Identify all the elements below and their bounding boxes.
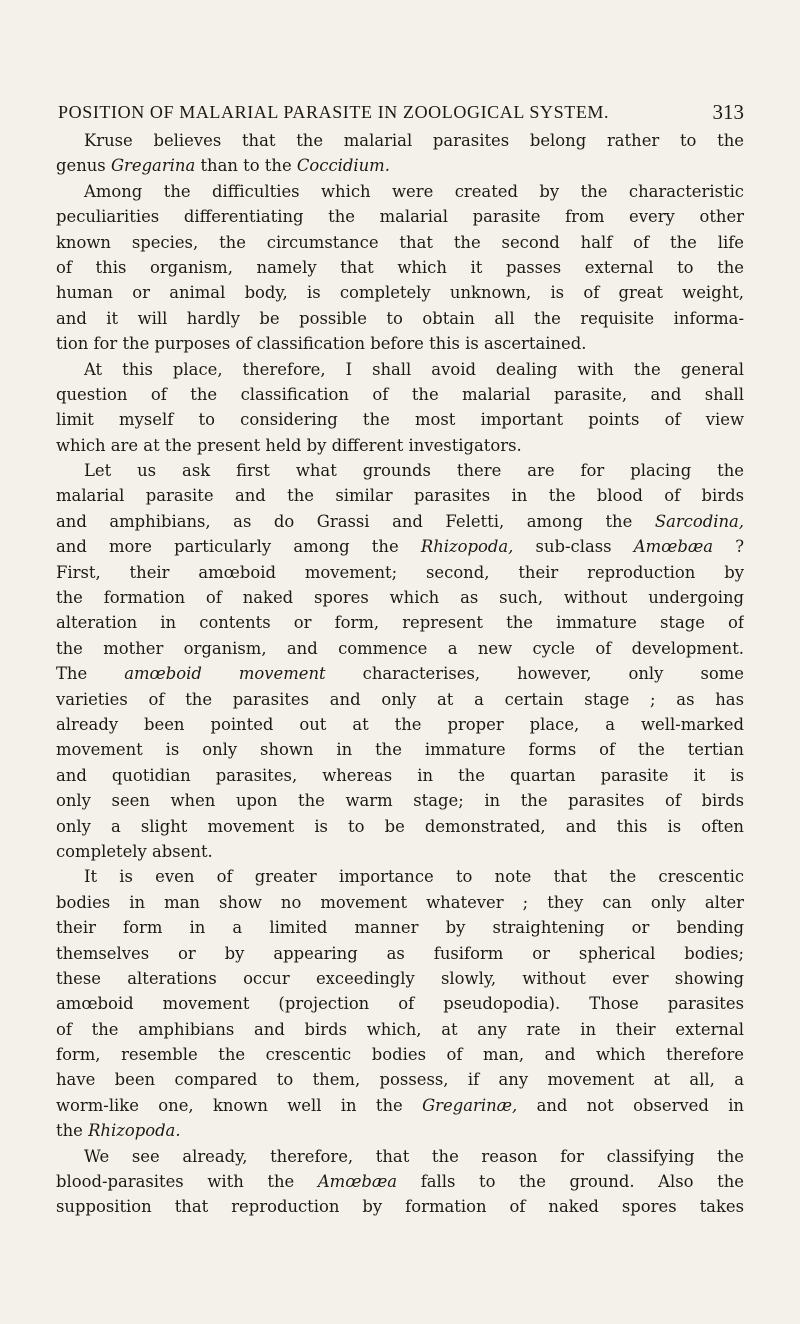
text-line bbox=[56, 1144, 744, 1169]
text-segment: and amphibians, as do Grassi and Feletti, among the bbox=[56, 511, 655, 531]
italic-term: Amœbæa bbox=[317, 1172, 398, 1192]
text-line bbox=[56, 458, 744, 483]
text-line bbox=[56, 255, 744, 280]
italic-term: Sarcodina, bbox=[654, 511, 744, 531]
text-line bbox=[56, 483, 744, 508]
text-line bbox=[56, 712, 744, 737]
text-segment: The bbox=[56, 664, 125, 684]
text-segment: ? bbox=[713, 537, 744, 557]
text-segment: bodies in man show no movement whatever ; they can only alter bbox=[56, 892, 744, 912]
text-segment: falls to the ground. Also the bbox=[397, 1172, 744, 1192]
italic-term: Gregarina bbox=[110, 156, 196, 176]
text-segment: the mother organism, and commence a new cycle of development. bbox=[56, 638, 744, 658]
text-segment: worm-like one, known well in the bbox=[56, 1095, 423, 1115]
text-line bbox=[56, 1169, 744, 1194]
running-title: POSITION OF MALARIAL PARASITE IN ZOOLOGICAL SYSTEM. bbox=[58, 102, 610, 122]
text-segment: the formation of naked spores which as such, without undergoing bbox=[56, 588, 744, 608]
text-segment: only a slight movement is to be demonstrated, and this is often bbox=[56, 816, 744, 836]
text-segment: Among the difficulties which were created by the characteristic bbox=[84, 181, 744, 201]
text-segment: alteration in contents or form, represent the immature stage of bbox=[56, 613, 744, 633]
text-segment: peculiarities differentiating the malarial parasite from every other bbox=[56, 207, 744, 227]
text-segment: the bbox=[56, 1121, 89, 1141]
text-segment: movement is only shown in the immature forms of the tertian bbox=[56, 740, 744, 760]
text-line bbox=[56, 357, 744, 382]
italic-term: Gregarinæ, bbox=[422, 1095, 518, 1115]
text-line bbox=[56, 204, 744, 229]
italic-term: Coccidium. bbox=[296, 156, 390, 176]
text-line bbox=[56, 407, 744, 432]
text-line bbox=[56, 788, 744, 813]
text-segment: human or animal body, is completely unknown, is of great weight, bbox=[56, 283, 744, 303]
italic-term: Rhizopoda, bbox=[420, 537, 514, 557]
text-line bbox=[56, 433, 744, 458]
page-number: 313 bbox=[712, 100, 744, 124]
text-segment: question of the classification of the malarial parasite, and shall bbox=[56, 384, 744, 404]
text-line bbox=[56, 128, 744, 153]
text-line bbox=[56, 1017, 744, 1042]
text-segment: these alterations occur exceedingly slowly, without ever showing bbox=[56, 968, 744, 988]
text-segment: We see already, therefore, that the reason for classifying the bbox=[84, 1146, 744, 1166]
text-segment: known species, the circumstance that the second half of the life bbox=[56, 232, 744, 252]
text-line bbox=[56, 560, 744, 585]
text-segment: supposition that reproduction by formation of naked spores takes bbox=[56, 1197, 744, 1217]
text-line bbox=[56, 941, 744, 966]
text-segment: sub-class bbox=[513, 537, 634, 557]
text-segment: At this place, therefore, I shall avoid dealing with the general bbox=[84, 359, 744, 379]
text-segment: their form in a limited manner by straightening or bending bbox=[56, 918, 744, 938]
text-line bbox=[56, 890, 744, 915]
text-line bbox=[56, 636, 744, 661]
text-segment: themselves or by appearing as fusiform or spherical bodies; bbox=[56, 943, 744, 963]
text-segment: completely absent. bbox=[56, 841, 213, 861]
text-segment: of the amphibians and birds which, at any rate in their external bbox=[56, 1019, 744, 1039]
italic-term: Rhizopoda. bbox=[88, 1121, 181, 1141]
italic-term: amœboid movement bbox=[124, 664, 326, 684]
text-line bbox=[56, 534, 744, 559]
text-line bbox=[56, 1118, 744, 1143]
text-segment: First, their amœboid movement; second, their reproduction by bbox=[56, 562, 744, 582]
text-segment: genus bbox=[56, 156, 111, 176]
text-line bbox=[56, 382, 744, 407]
text-line bbox=[56, 306, 744, 331]
text-line bbox=[56, 763, 744, 788]
text-line bbox=[56, 1042, 744, 1067]
text-line bbox=[56, 839, 744, 864]
text-segment: have been compared to them, possess, if any movement at all, a bbox=[56, 1070, 744, 1090]
text-line bbox=[56, 509, 744, 534]
text-line bbox=[56, 1093, 744, 1118]
text-segment: limit myself to considering the most important points of view bbox=[56, 410, 744, 430]
text-segment: and it will hardly be possible to obtain all the requisite informa- bbox=[56, 308, 744, 328]
text-line bbox=[56, 687, 744, 712]
text-segment: amœboid movement (projection of pseudopodia). Those parasites bbox=[56, 994, 744, 1014]
text-segment: It is even of greater importance to note that the crescentic bbox=[84, 867, 744, 887]
text-line bbox=[56, 610, 744, 635]
text-segment: and quotidian parasites, whereas in the quartan parasite it is bbox=[56, 765, 744, 785]
text-segment: than to the bbox=[195, 156, 297, 176]
text-line bbox=[56, 153, 744, 178]
text-line bbox=[56, 864, 744, 889]
text-line bbox=[56, 1194, 744, 1219]
page-header bbox=[58, 100, 744, 126]
text-segment: only seen when upon the warm stage; in the parasites of birds bbox=[56, 791, 744, 811]
text-segment: tion for the purposes of classification before this is ascertained. bbox=[56, 334, 587, 354]
text-segment: form, resemble the crescentic bodies of man, and which therefore bbox=[56, 1045, 744, 1065]
text-line bbox=[56, 991, 744, 1016]
text-line bbox=[56, 737, 744, 762]
text-segment: and more particularly among the bbox=[56, 537, 421, 557]
text-line bbox=[56, 966, 744, 991]
text-line bbox=[56, 661, 744, 686]
text-segment: malarial parasite and the similar parasites in the blood of birds bbox=[56, 486, 744, 506]
text-segment: of this organism, namely that which it passes external to the bbox=[56, 257, 744, 277]
italic-term: Amœbæa bbox=[633, 537, 714, 557]
text-line bbox=[56, 1067, 744, 1092]
text-line bbox=[56, 585, 744, 610]
text-line bbox=[56, 230, 744, 255]
text-segment: already been pointed out at the proper place, a well-marked bbox=[56, 714, 744, 734]
text-line bbox=[56, 814, 744, 839]
text-line bbox=[56, 280, 744, 305]
text-segment: Kruse believes that the malarial parasites belong rather to the bbox=[84, 131, 744, 150]
text-segment: blood-parasites with the bbox=[56, 1172, 318, 1192]
text-segment: characterises, however, only some bbox=[325, 664, 744, 684]
text-segment: and not observed in bbox=[517, 1095, 744, 1115]
body-text bbox=[56, 128, 744, 1220]
text-line bbox=[56, 179, 744, 204]
text-segment: Let us ask first what grounds there are for placing the bbox=[84, 461, 744, 481]
text-segment: varieties of the parasites and only at a certain stage ; as has bbox=[56, 689, 744, 709]
text-line bbox=[56, 915, 744, 940]
text-line bbox=[56, 331, 744, 356]
text-segment: which are at the present held by different investigators. bbox=[56, 435, 522, 455]
